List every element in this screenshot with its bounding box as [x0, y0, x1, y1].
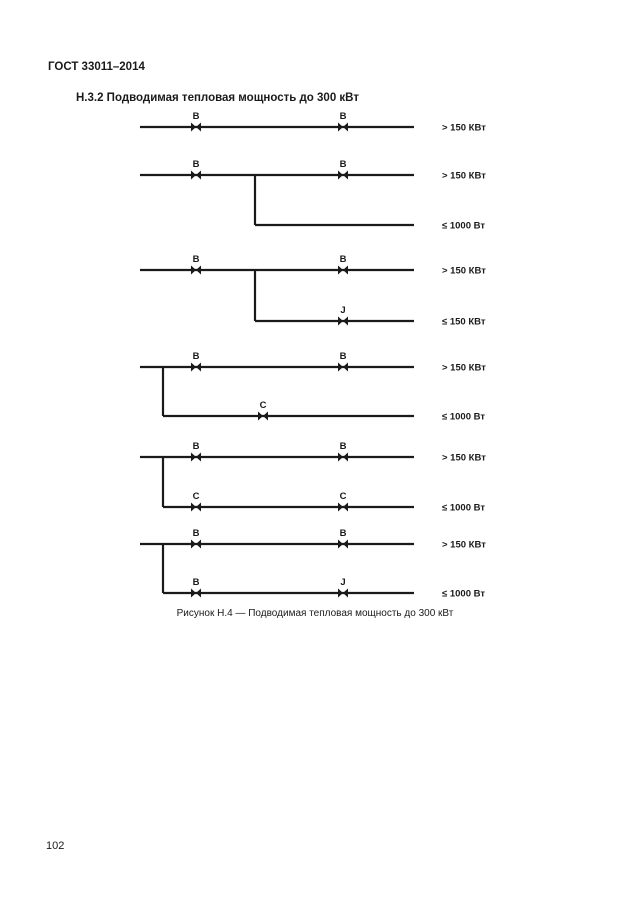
diagram-6-lower-valve-1-icon: [191, 589, 201, 598]
diagram-5-lower-valve-2-icon: [338, 503, 348, 512]
document-header: ГОСТ 33011–2014: [48, 61, 145, 73]
diagram-6-lower-valve-2-label: J: [340, 577, 346, 588]
diagram-2-upper-valve-1-label: B: [192, 159, 200, 170]
diagram-5-lower-rating: ≤ 1000 Вт: [442, 502, 486, 514]
diagram-3-upper-valve-1-icon: [191, 266, 201, 275]
diagram-4-lower-valve-1-label: C: [259, 400, 267, 411]
diagram-5-upper-valve-1-icon: [191, 453, 201, 462]
diagram-1-upper-valve-1-label: B: [192, 111, 200, 122]
diagram-6-upper-valve-2-icon: [338, 540, 348, 549]
diagram-3-upper-valve-2-label: B: [339, 254, 347, 265]
diagram-3-upper-rating: > 150 КВт: [442, 265, 486, 277]
page-number: 102: [46, 840, 65, 852]
diagram-5-lower-valve-1-label: C: [192, 491, 200, 502]
diagram-6-lower-valve-2-icon: [338, 589, 348, 598]
diagram-5-lower-valve-1-icon: [191, 503, 201, 512]
diagram-1-upper-rating: > 150 КВт: [442, 122, 486, 134]
diagram-3-lower-rating: ≤ 150 КВт: [442, 316, 486, 328]
diagram-6-upper-valve-1-icon: [191, 540, 201, 549]
diagram-4-upper-valve-2-label: B: [339, 351, 347, 362]
diagram-1-upper-valve-1-icon: [191, 123, 201, 132]
diagram-1-upper-valve-2-icon: [338, 123, 348, 132]
diagram-3-upper-valve-2-icon: [338, 266, 348, 275]
diagram-6-upper-rating: > 150 КВт: [442, 539, 486, 551]
diagram-3-lower-valve-1-label: J: [340, 305, 346, 316]
diagram-2-upper-rating: > 150 КВт: [442, 170, 486, 182]
diagram-4-lower-rating: ≤ 1000 Вт: [442, 411, 486, 423]
diagram-4-upper-valve-2-icon: [338, 363, 348, 372]
diagram-5-lower-valve-2-label: C: [339, 491, 347, 502]
diagram-6-upper-valve-1-label: B: [192, 528, 200, 539]
diagram-5-upper-valve-2-label: B: [339, 441, 347, 452]
diagram-5-upper-valve-2-icon: [338, 453, 348, 462]
diagram-6-lower-rating: ≤ 1000 Вт: [442, 588, 486, 600]
diagram-4-upper-valve-1-label: B: [192, 351, 200, 362]
diagram-2-upper-valve-2-label: B: [339, 159, 347, 170]
diagram-5-upper-valve-1-label: B: [192, 441, 200, 452]
diagram-4-upper-valve-1-icon: [191, 363, 201, 372]
section-title: Н.3.2 Подводимая тепловая мощность до 300 кВт: [76, 92, 359, 104]
diagram-1-upper-valve-2-label: B: [339, 111, 347, 122]
diagram-2-lower-rating: ≤ 1000 Вт: [442, 220, 486, 232]
diagram-4-lower-valve-1-icon: [258, 412, 268, 421]
diagram-3-upper-valve-1-label: B: [192, 254, 200, 265]
figure-caption: Рисунок Н.4 — Подводимая тепловая мощность до 300 кВт: [176, 608, 454, 619]
diagram-2-upper-valve-1-icon: [191, 171, 201, 180]
diagram-2-upper-valve-2-icon: [338, 171, 348, 180]
diagram-4-upper-rating: > 150 КВт: [442, 362, 486, 374]
diagram-6-upper-valve-2-label: B: [339, 528, 347, 539]
diagram-5-upper-rating: > 150 КВт: [442, 452, 486, 464]
diagram-3-lower-valve-1-icon: [338, 317, 348, 326]
diagram-6-lower-valve-1-label: B: [192, 577, 200, 588]
